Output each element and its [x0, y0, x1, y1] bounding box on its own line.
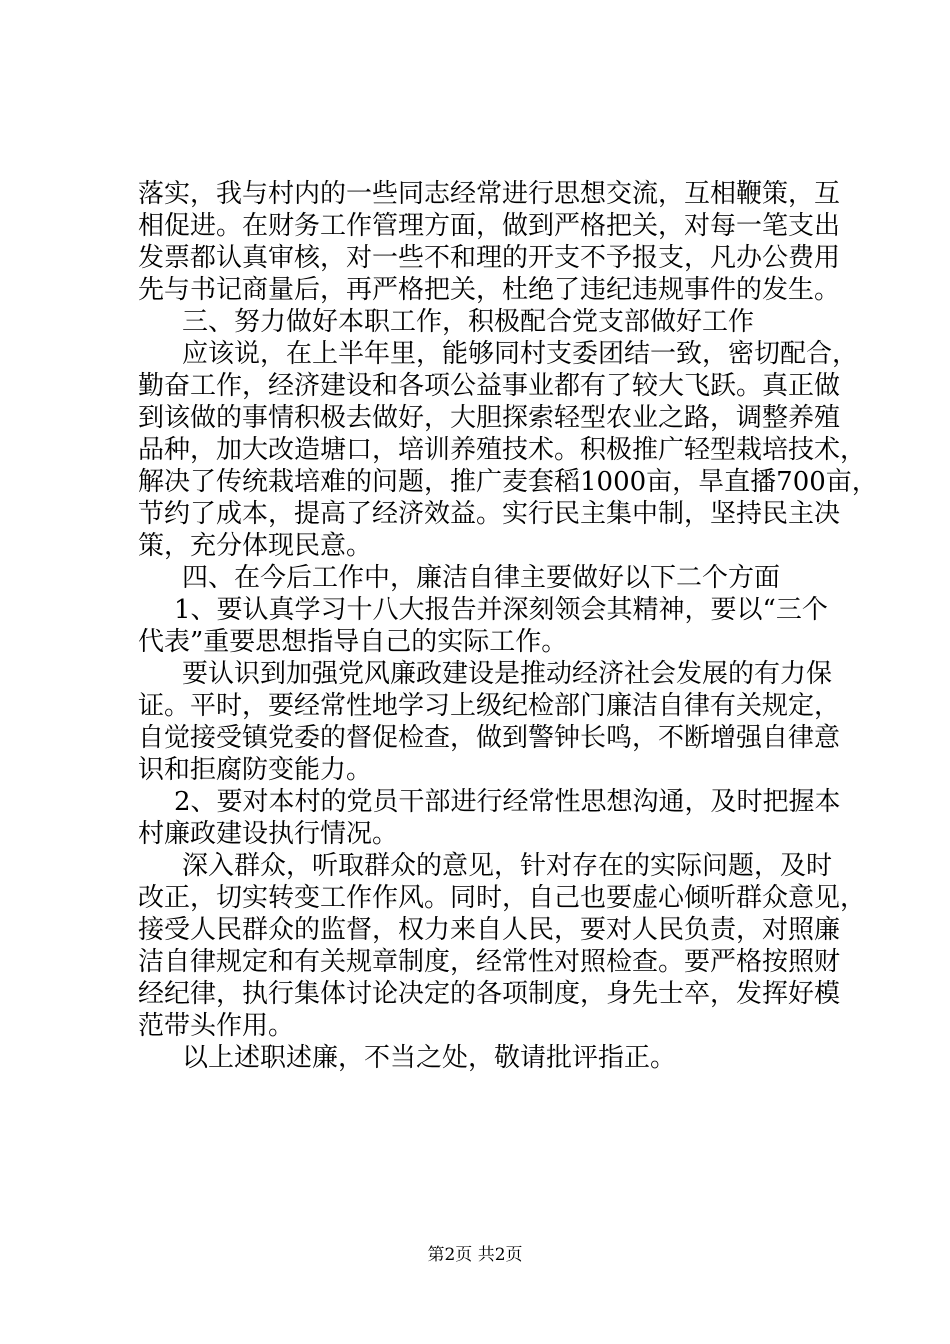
text-line: 先与书记商量后，再严格把关，杜绝了违纪违规事件的发生。	[138, 275, 841, 305]
text-line: 洁自律规定和有关规章制度，经常性对照检查。要严格按照财	[138, 947, 841, 977]
text-line: 识和拒腐防变能力。	[138, 755, 373, 785]
text-line: 相促进。在财务工作管理方面，做到严格把关，对每一笔支出	[138, 211, 841, 241]
closing-line: 以上述职述廉，不当之处，敬请批评指正。	[182, 1043, 677, 1073]
text-line: 自觉接受镇党委的督促检查，做到警钟长鸣，不断增强自律意	[138, 723, 841, 753]
text-line: 范带头作用。	[138, 1011, 295, 1041]
text-line: 代表”重要思想指导自己的实际工作。	[138, 627, 568, 657]
page-number-footer: 第2页 共2页	[427, 1245, 523, 1265]
section-heading: 三、努力做好本职工作，积极配合党支部做好工作	[182, 307, 755, 337]
numbered-item: 1、要认真学习十八大报告并深刻领会其精神，要以“三个	[174, 595, 828, 625]
body-text	[138, 178, 878, 1074]
paragraph-first-line: 深入群众，听取群众的意见，针对存在的实际问题，及时	[182, 851, 833, 881]
text-line: 改正，切实转变工作作风。同时，自己也要虚心倾听群众意见，	[138, 883, 867, 913]
text-line: 村廉政建设执行情况。	[138, 819, 399, 849]
text-line: 到该做的事情积极去做好，大胆探索轻型农业之路，调整养殖	[138, 403, 841, 433]
text-line: 证。平时，要经常性地学习上级纪检部门廉洁自律有关规定，	[138, 691, 841, 721]
numbered-item: 2、要对本村的党员干部进行经常性思想沟通，及时把握本	[174, 787, 841, 817]
paragraph-first-line: 要认识到加强党风廉政建设是推动经济社会发展的有力保	[182, 659, 833, 689]
text-line: 品种，加大改造塘口，培训养殖技术。积极推广轻型栽培技术，	[138, 435, 867, 465]
text-line: 策，充分体现民意。	[138, 531, 373, 561]
text-line: 接受人民群众的监督，权力来自人民，要对人民负责，对照廉	[138, 915, 841, 945]
text-line: 发票都认真审核，对一些不和理的开支不予报支，凡办公费用	[138, 243, 841, 273]
text-line: 节约了成本，提高了经济效益。实行民主集中制，坚持民主决	[138, 499, 841, 529]
text-line: 经纪律，执行集体讨论决定的各项制度，身先士卒，发挥好模	[138, 979, 841, 1009]
text-line: 解决了传统栽培难的问题，推广麦套稻1000亩，旱直播700亩，	[138, 467, 878, 497]
paragraph-first-line: 应该说，在上半年里，能够同村支委团结一致，密切配合，	[182, 339, 859, 369]
text-line: 落实，我与村内的一些同志经常进行思想交流，互相鞭策，互	[138, 179, 841, 209]
section-heading: 四、在今后工作中，廉洁自律主要做好以下二个方面	[182, 563, 781, 593]
text-line: 勤奋工作，经济建设和各项公益事业都有了较大飞跃。真正做	[138, 371, 841, 401]
